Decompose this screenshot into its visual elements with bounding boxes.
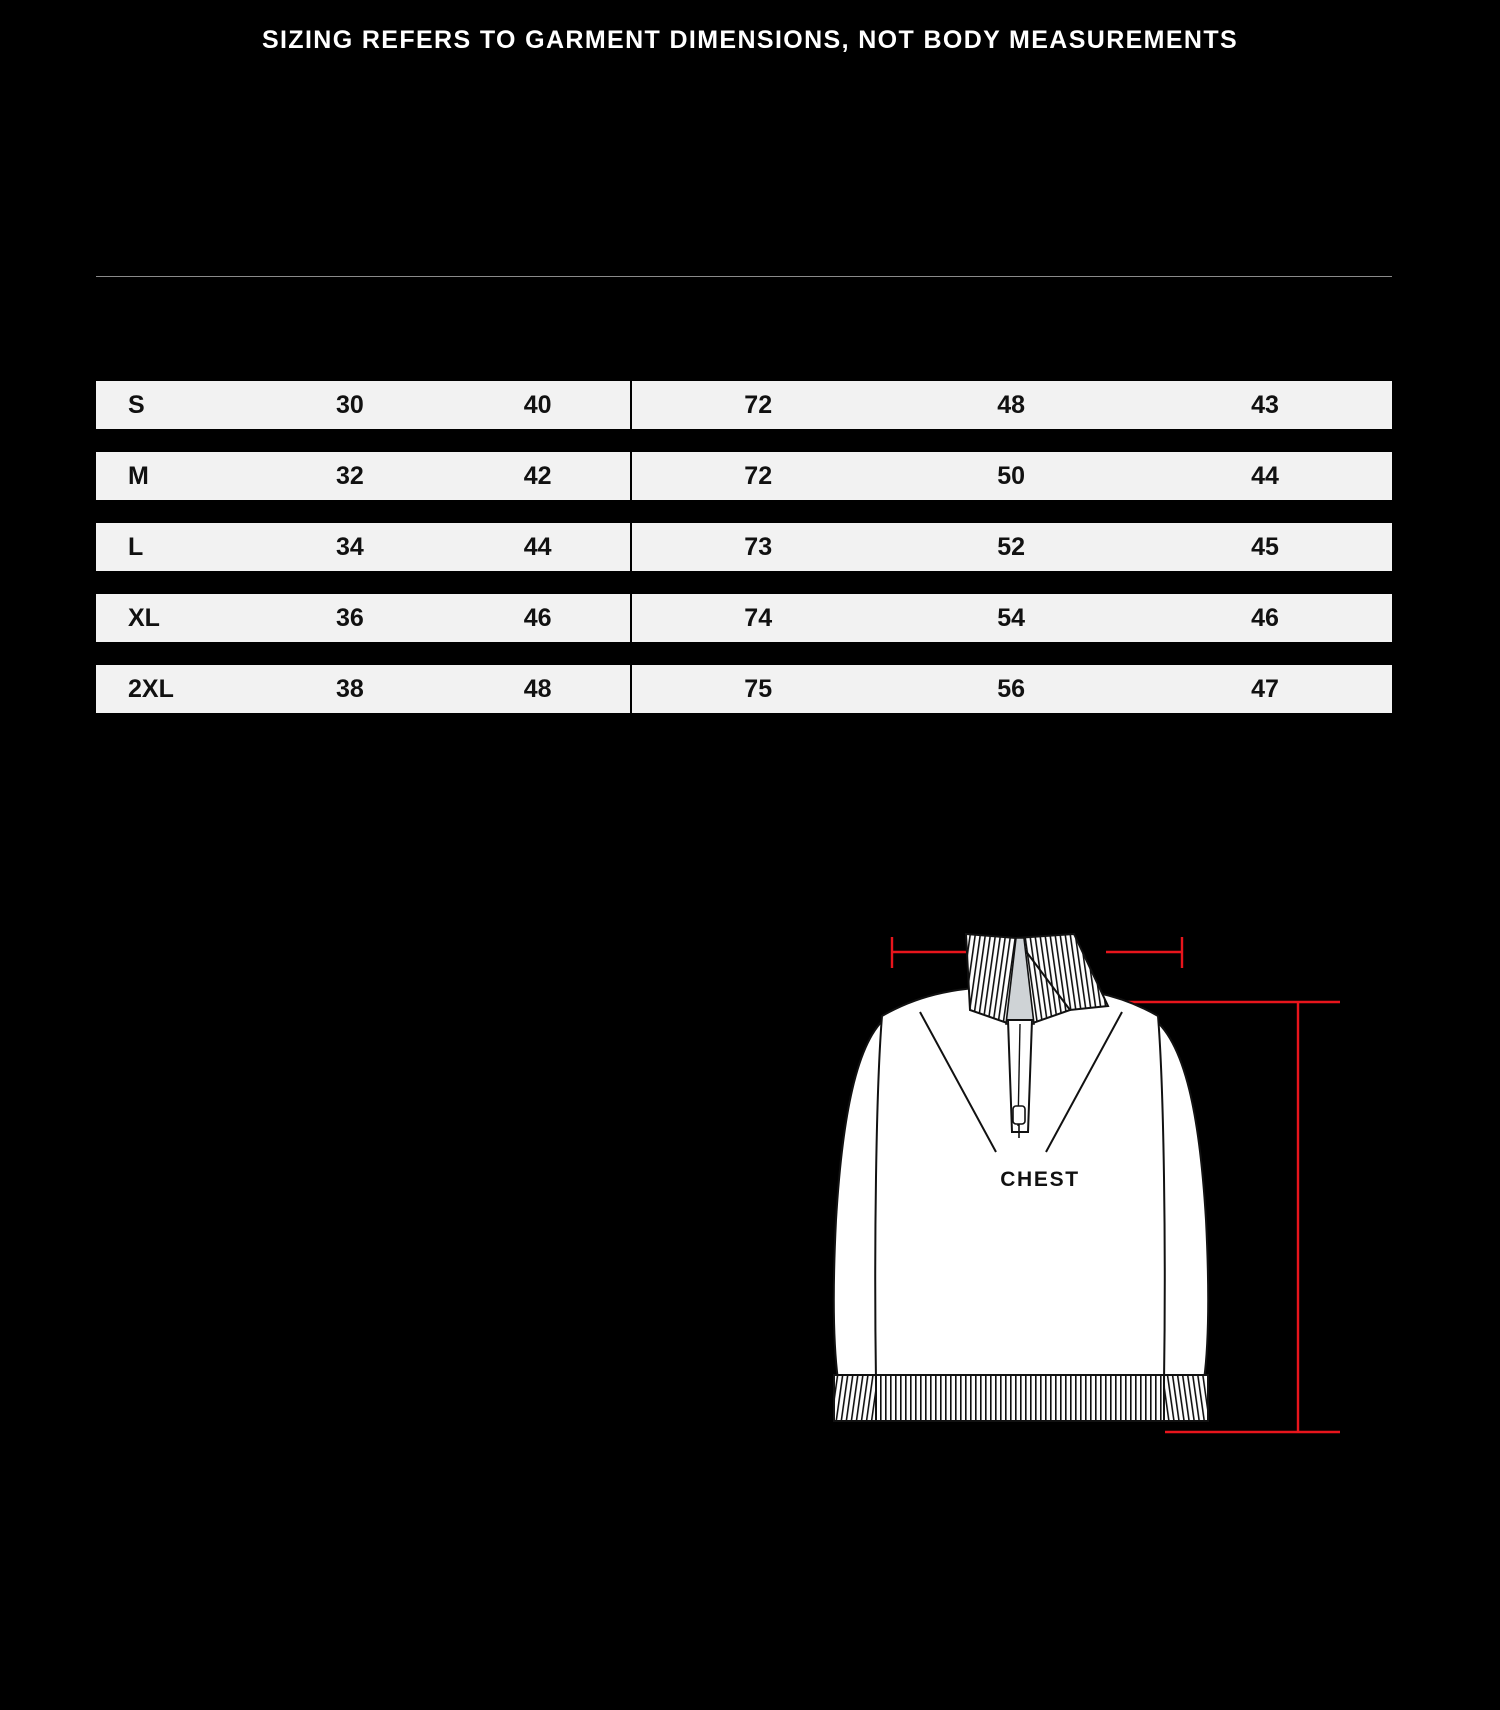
cell-col-a: 38 bbox=[255, 665, 445, 713]
cell-col-e: 44 bbox=[1138, 452, 1392, 500]
chest-measure-label: CHEST bbox=[1000, 1168, 1080, 1191]
cell-size: L bbox=[96, 523, 255, 571]
page-title: SIZING REFERS TO GARMENT DIMENSIONS, NOT BODY MEASUREMENTS bbox=[261, 26, 1239, 54]
cell-col-e: 47 bbox=[1138, 665, 1392, 713]
cell-col-e: 45 bbox=[1138, 523, 1392, 571]
cell-col-a: 34 bbox=[255, 523, 445, 571]
cell-col-a: 30 bbox=[255, 381, 445, 429]
cell-size: XL bbox=[96, 594, 255, 642]
cell-col-b: 40 bbox=[445, 381, 630, 429]
cell-col-d: 50 bbox=[884, 452, 1138, 500]
table-row bbox=[96, 594, 1392, 642]
table-row bbox=[96, 523, 1392, 571]
cell-col-b: 48 bbox=[445, 665, 630, 713]
cell-col-c: 74 bbox=[630, 594, 884, 642]
cell-col-b: 42 bbox=[445, 452, 630, 500]
cell-col-d: 48 bbox=[884, 381, 1138, 429]
cell-size: S bbox=[96, 381, 255, 429]
cell-col-c: 75 bbox=[630, 665, 884, 713]
cell-col-c: 72 bbox=[630, 381, 884, 429]
cell-col-c: 72 bbox=[630, 452, 884, 500]
cell-col-b: 44 bbox=[445, 523, 630, 571]
cell-col-d: 52 bbox=[884, 523, 1138, 571]
table-row bbox=[96, 381, 1392, 429]
waistband-rib bbox=[876, 1375, 1164, 1421]
cell-col-a: 32 bbox=[255, 452, 445, 500]
cell-size: 2XL bbox=[96, 665, 255, 713]
table-row bbox=[96, 665, 1392, 713]
cell-col-b: 46 bbox=[445, 594, 630, 642]
divider bbox=[96, 276, 1392, 277]
cell-col-c: 73 bbox=[630, 523, 884, 571]
garment-illustration bbox=[820, 920, 1400, 1460]
cell-col-d: 54 bbox=[884, 594, 1138, 642]
cell-col-e: 43 bbox=[1138, 381, 1392, 429]
cell-col-e: 46 bbox=[1138, 594, 1392, 642]
table-row bbox=[96, 452, 1392, 500]
size-chart-table bbox=[96, 358, 1392, 736]
garment-diagram bbox=[820, 920, 1400, 1460]
zip-pull bbox=[1013, 1106, 1025, 1124]
cell-col-a: 36 bbox=[255, 594, 445, 642]
cell-size: M bbox=[96, 452, 255, 500]
cell-col-d: 56 bbox=[884, 665, 1138, 713]
